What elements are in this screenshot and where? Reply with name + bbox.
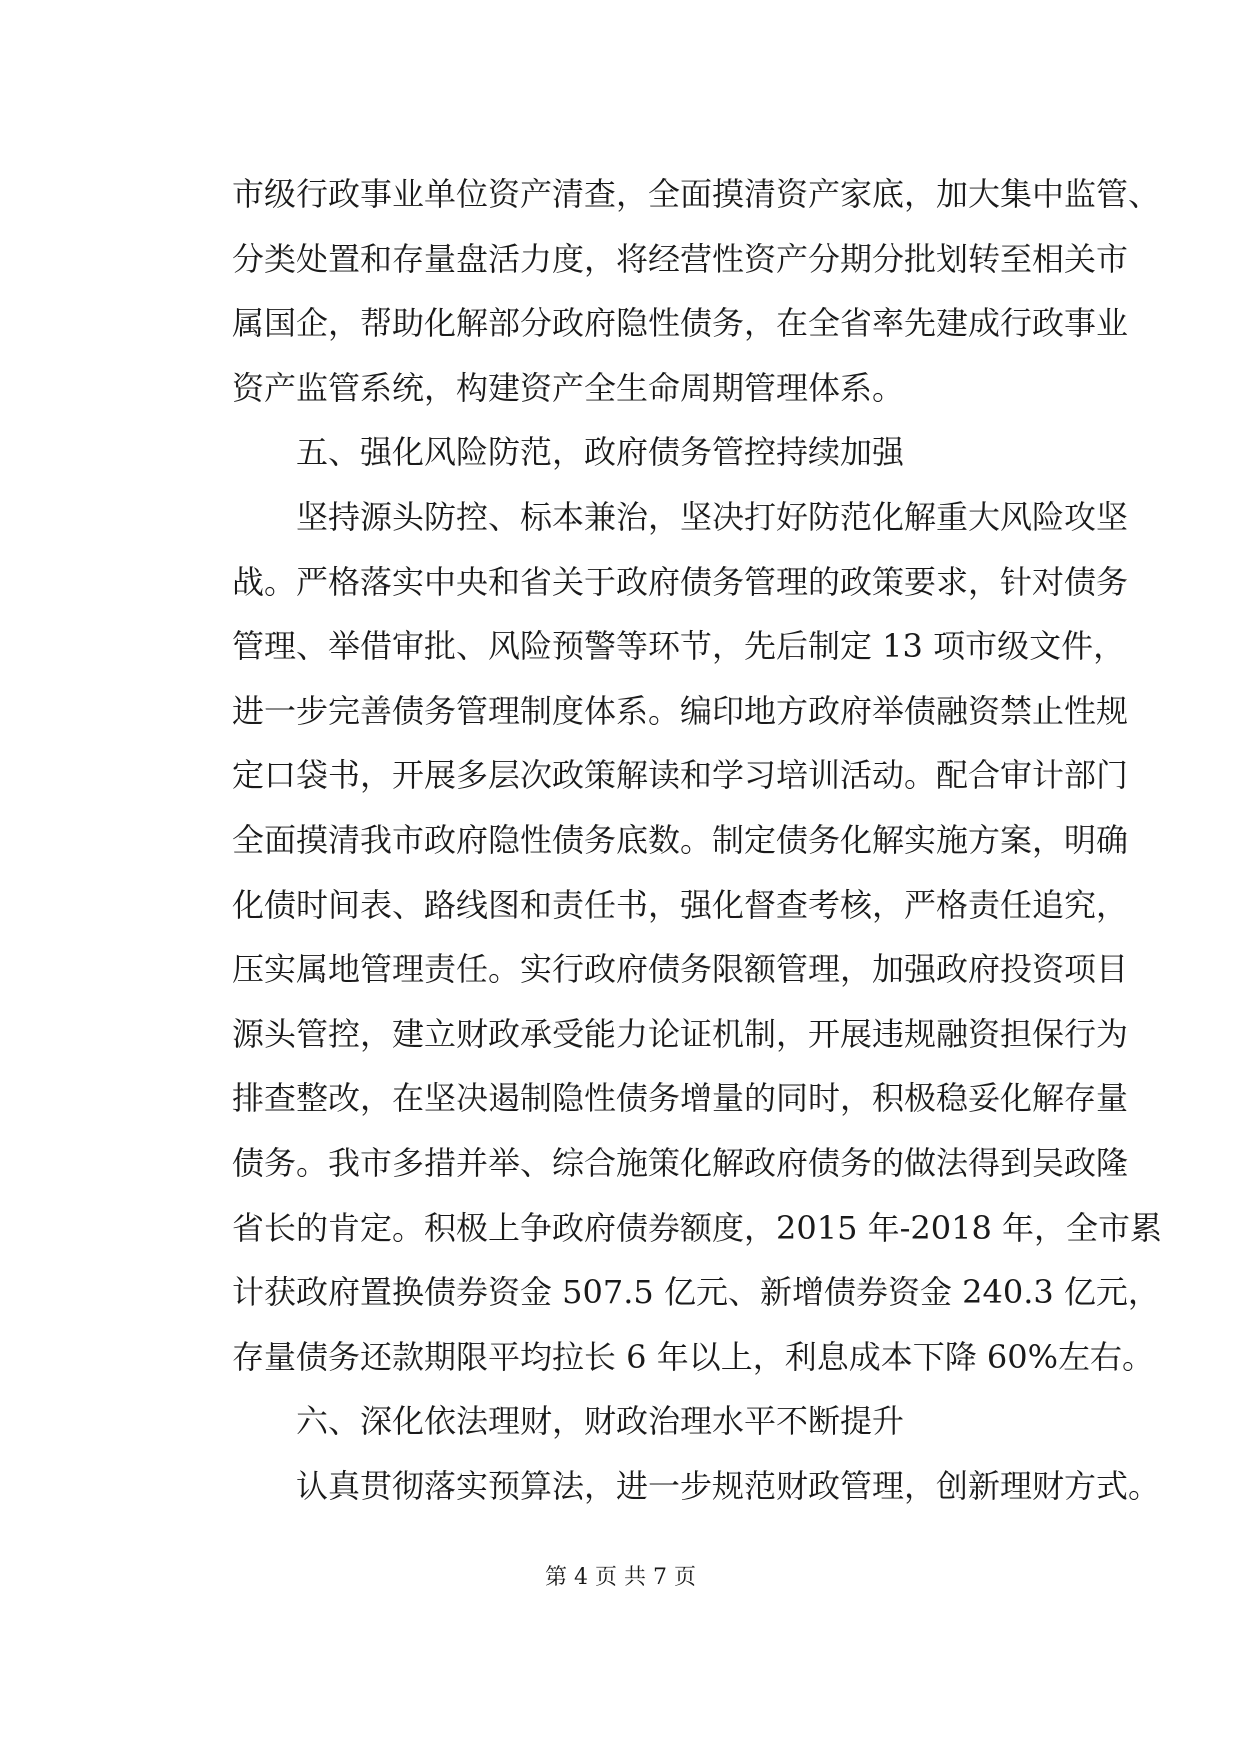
text-line: 省长的肯定。积极上争政府债券额度，2015 年-2018 年，全市累 xyxy=(232,1208,1163,1247)
text-line: 定口袋书，开展多层次政策解读和学习培训活动。配合审计部门 xyxy=(232,756,1129,795)
text-line: 存量债务还款期限平均拉长 6 年以上，利息成本下降 60%左右。 xyxy=(232,1337,1155,1376)
text-line: 源头管控，建立财政承受能力论证机制，开展违规融资担保行为 xyxy=(232,1014,1129,1053)
text-line: 管理、举借审批、风险预警等环节，先后制定 13 项市级文件， xyxy=(232,627,1126,666)
text-line: 债务。我市多措并举、综合施策化解政府债务的做法得到吴政隆 xyxy=(232,1143,1129,1182)
text-line: 压实属地管理责任。实行政府债务限额管理，加强政府投资项目 xyxy=(232,950,1129,989)
text-line: 属国企，帮助化解部分政府隐性债务，在全省率先建成行政事业 xyxy=(232,304,1129,343)
section-heading: 五、强化风险防范，政府债务管控持续加强 xyxy=(296,433,905,472)
text-line: 市级行政事业单位资产清查，全面摸清资产家底，加大集中监管、 xyxy=(232,175,1161,213)
paragraph-first-line: 认真贯彻落实预算法，进一步规范财政管理，创新理财方式。 xyxy=(296,1466,1161,1505)
text-line: 资产监管系统，构建资产全生命周期管理体系。 xyxy=(232,368,905,407)
section-heading: 六、深化依法理财，财政治理水平不断提升 xyxy=(296,1402,905,1441)
text-line: 进一步完善债务管理制度体系。编印地方政府举债融资禁止性规 xyxy=(232,691,1129,730)
text-line: 排查整改，在坚决遏制隐性债务增量的同时，积极稳妥化解存量 xyxy=(232,1079,1129,1118)
document-body xyxy=(232,162,1163,1518)
page-number-footer: 第 4 页 共 7 页 xyxy=(545,1565,696,1590)
text-line: 战。严格落实中央和省关于政府债务管理的政策要求，针对债务 xyxy=(232,562,1129,601)
text-line: 化债时间表、路线图和责任书，强化督查考核，严格责任追究， xyxy=(232,885,1129,924)
paragraph-first-line: 坚持源头防控、标本兼治，坚决打好防范化解重大风险攻坚 xyxy=(296,497,1129,536)
text-line: 计获政府置换债券资金 507.5 亿元、新增债券资金 240.3 亿元， xyxy=(232,1273,1160,1312)
text-line: 全面摸清我市政府隐性债务底数。制定债务化解实施方案，明确 xyxy=(232,820,1129,859)
text-line: 分类处置和存量盘活力度，将经营性资产分期分批划转至相关市 xyxy=(232,239,1129,278)
